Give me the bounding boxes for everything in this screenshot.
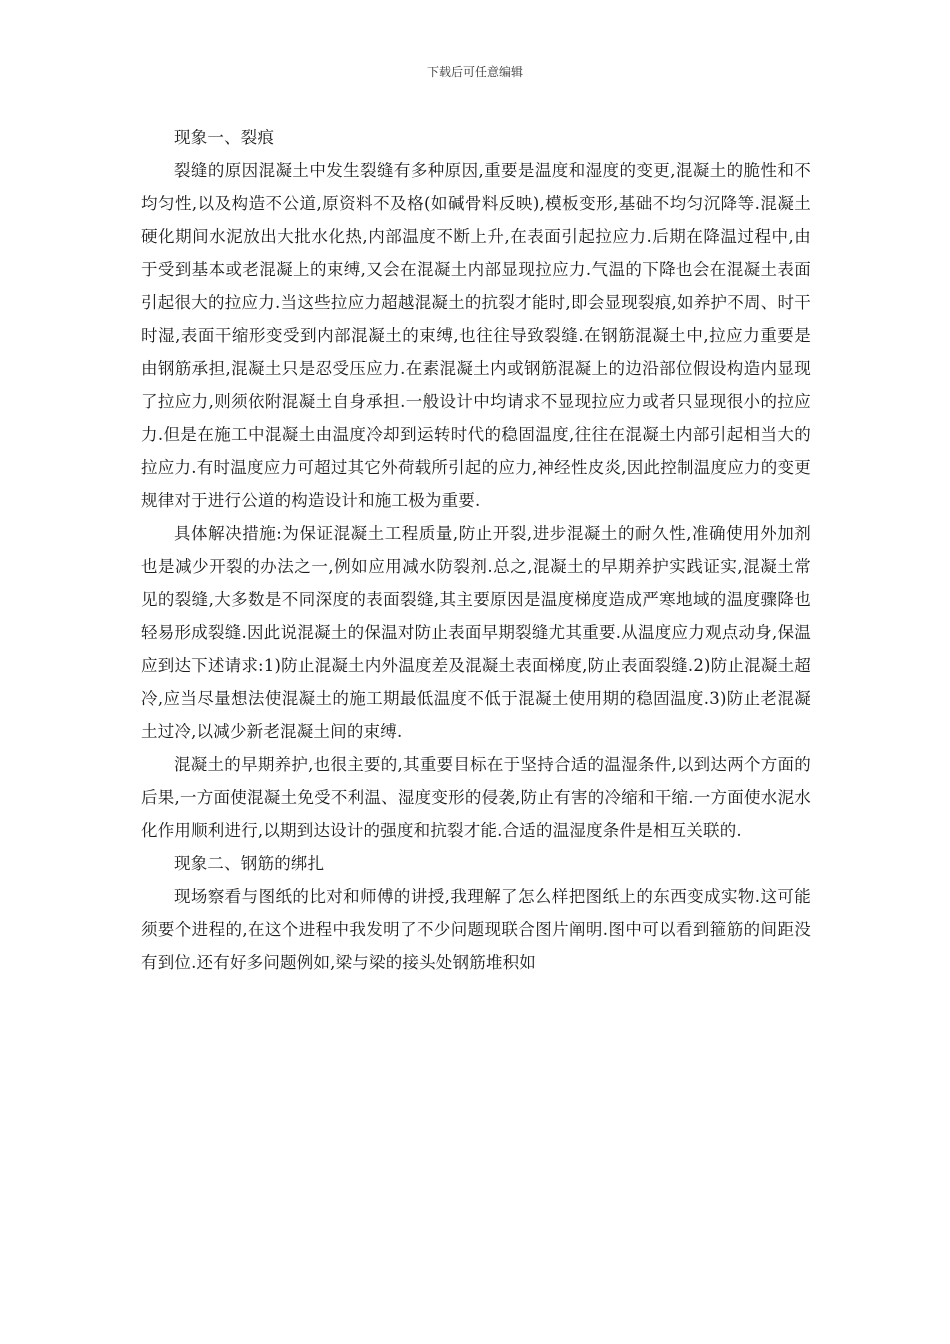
paragraph-cracks-causes: 裂缝的原因混凝土中发生裂缝有多种原因,重要是温度和湿度的变更,混凝土的脆性和不均匀性,以及构造不公道,原资料不及格(如碱骨料反映),模板变形,基础不均匀沉降等.混凝土硬化期间水泥放出大批水化热,内部温度不断上升,在表面引起拉应力.后期在降温过程中,由于受到基本或老混凝上的束缚,又会在混凝土内部显现拉应力.气温的下降也会在混凝土表面引起很大的拉应力.当这些拉应力超越混凝土的抗裂才能时,即会显现裂痕,如养护不周、时干时湿,表面干缩形变受到内部混凝土的束缚,也往往导致裂缝.在钢筋混凝土中,拉应力重要是由钢筋承担,混凝土只是忍受压应力.在素混凝土内或钢筋混凝上的边沿部位假设构造内显现了拉应力,则须依附混凝土自身承担.一般设计中均请求不显现拉应力或者只显现很小的拉应力.但是在施工中混凝土由温度冷却到运转时代的稳固温度,往往在混凝土内部引起相当大的拉应力.有时温度应力可超过其它外荷载所引起的应力,神经性皮炎,因此控制温度应力的变更规律对于进行公道的构造设计和施工极为重要. xyxy=(141,161,811,510)
page-header: 下载后可任意编辑 xyxy=(426,65,523,79)
document-body xyxy=(141,121,811,979)
paragraph-solutions: 具体解决措施:为保证混凝土工程质量,防止开裂,进步混凝土的耐久性,准确使用外加剂也是减少开裂的办法之一,例如应用减水防裂剂.总之,混凝土的早期养护实践证实,混凝土常见的裂缝,大多数是不同深度的表面裂缝,其主要原因是温度梯度造成严寒地域的温度骤降也轻易形成裂缝.因此说混凝土的保温对防止表面早期裂缝尤其重要.从温度应力观点动身,保温应到达下述请求:1)防止混凝土内外温度差及混凝土表面梯度,防止表面裂缝.2)防止混凝土超冷,应当尽量想法使混凝土的施工期最低温度不低于混凝土使用期的稳固温度.3)防止老混凝土过冷,以减少新老混凝土间的束缚. xyxy=(141,524,811,741)
paragraph-early-curing: 混凝土的早期养护,也很主要的,其重要目标在于坚持合适的温湿条件,以到达两个方面的后果,一方面使混凝土免受不利温、湿度变形的侵袭,防止有害的冷缩和干缩.一方面使水泥水化作用顺利进行,以期到达设计的强度和抗裂才能.合适的温湿度条件是相互关联的. xyxy=(141,755,811,840)
section-heading-2: 现象二、钢筋的绑扎 xyxy=(174,854,325,873)
paragraph-rebar-binding: 现场察看与图纸的比对和师傅的讲授,我理解了怎么样把图纸上的东西变成实物.这可能须要个进程的,在这个进程中我发明了不少问题现联合图片阐明.图中可以看到箍筋的间距没有到位.还有好多问题例如,梁与梁的接头处钢筋堆积如 xyxy=(141,887,811,972)
section-heading-1: 现象一、裂痕 xyxy=(174,128,275,147)
